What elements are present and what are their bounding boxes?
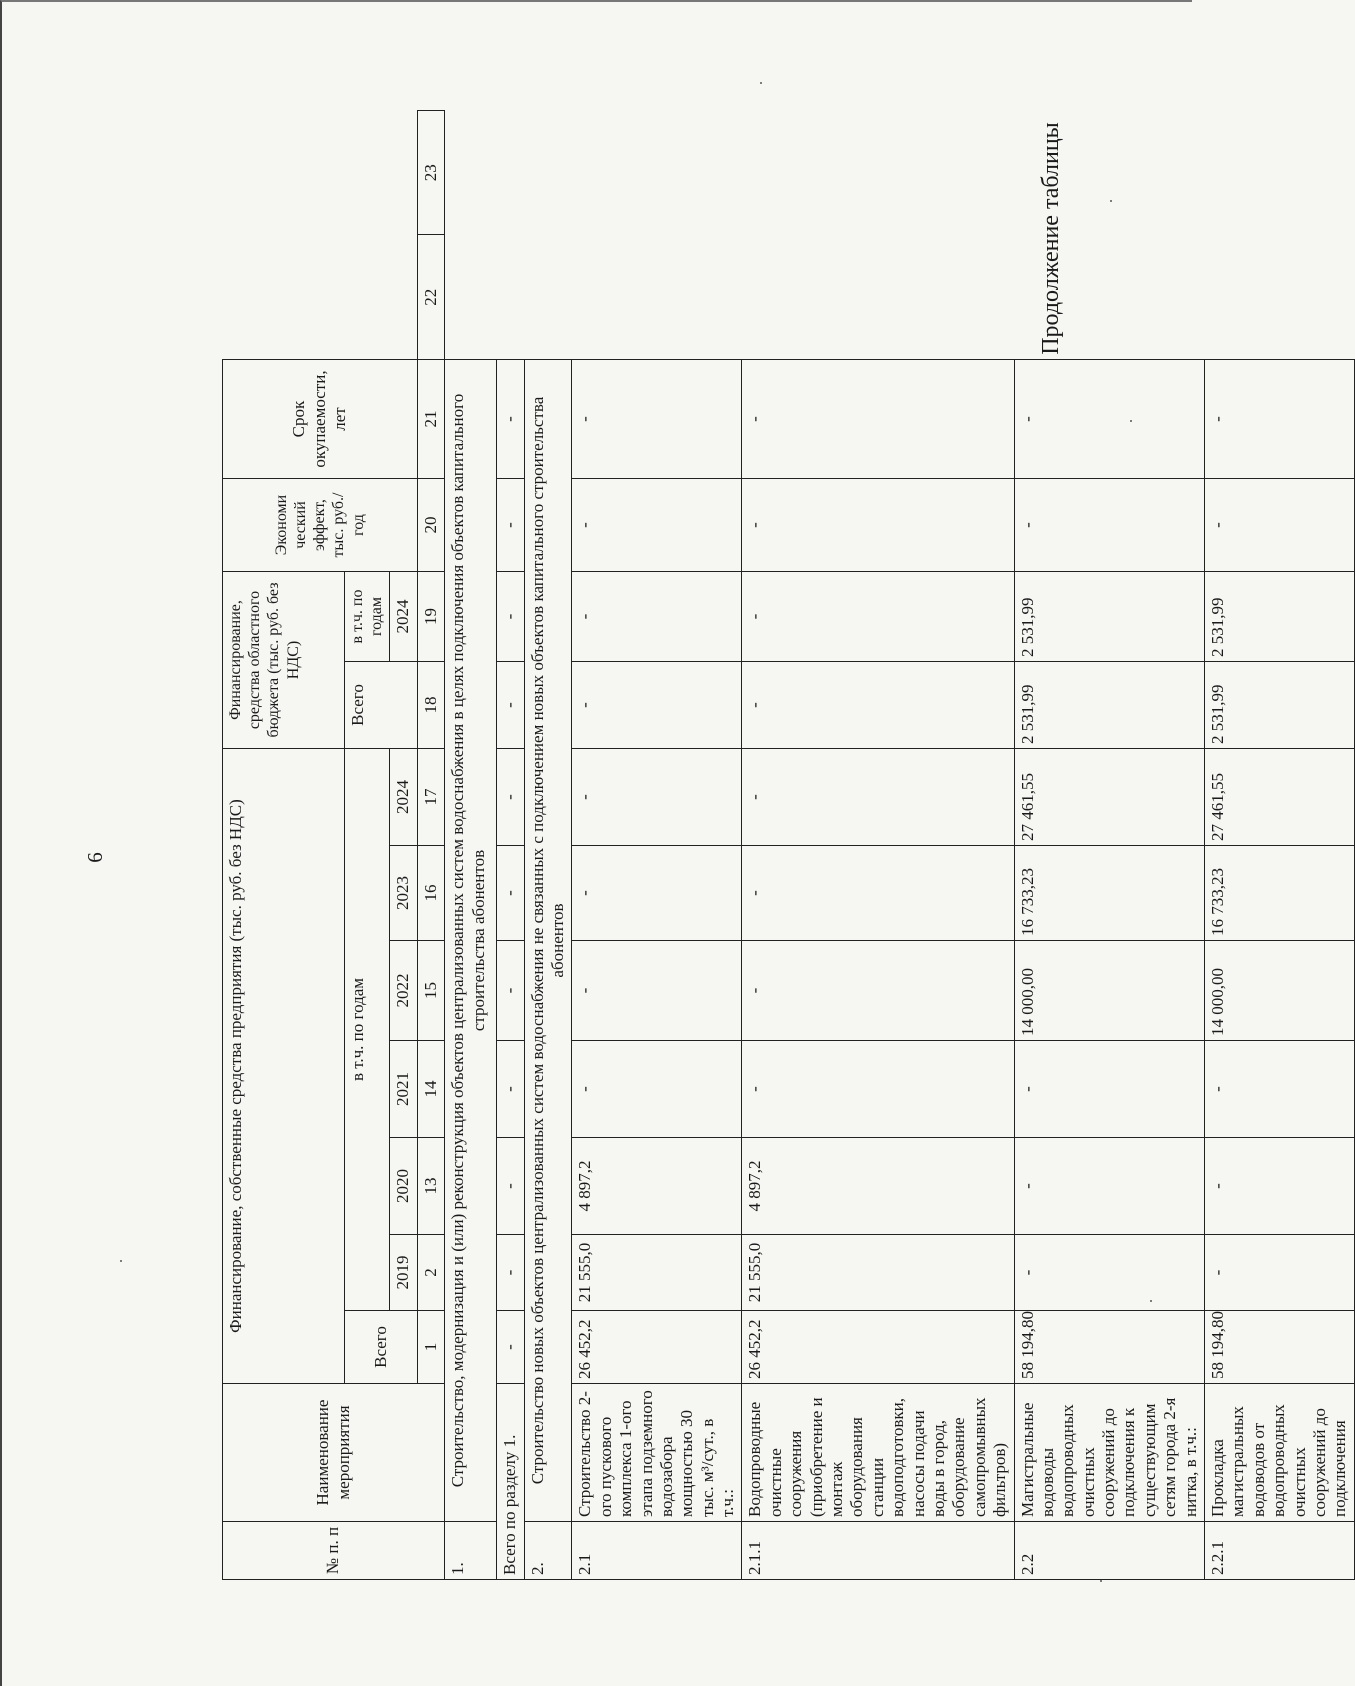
scan-speck <box>1100 1580 1102 1582</box>
cell-value: - <box>497 1041 524 1138</box>
header-year: 2021 <box>390 1041 417 1138</box>
header-regional: Финансирование, средства областного бюджета (тыс. руб. без НДС) <box>223 572 345 749</box>
col-number: 1 <box>417 1311 444 1384</box>
col-number: 2 <box>417 1235 444 1311</box>
cell-value: - <box>497 662 524 749</box>
col-number: 16 <box>417 846 444 941</box>
cell-value: - <box>1014 360 1205 479</box>
header-regional-year: 2024 <box>390 572 417 662</box>
col-number: 19 <box>417 572 444 662</box>
cell-value: 2 531,99 <box>1014 572 1205 662</box>
cell-value: - <box>742 479 1014 572</box>
header-year: 2024 <box>390 749 417 846</box>
cell-value: 27 461,55 <box>1205 749 1355 846</box>
section-number: 2. <box>524 1522 572 1580</box>
header-year: 2019 <box>390 1235 417 1311</box>
header-own-funds: Финансирование, собственные средства предприятия (тыс. руб. без НДС) <box>223 749 345 1384</box>
section-number: 1. <box>445 1522 497 1580</box>
row-number: 2.1.1 <box>742 1522 1014 1580</box>
cell-value: - <box>1205 360 1355 479</box>
cell-value: - <box>742 941 1014 1041</box>
cell-value: - <box>497 941 524 1041</box>
cell-value: 58 194,80 <box>1205 1311 1355 1384</box>
cell-value: - <box>1205 479 1355 572</box>
col-number: 18 <box>417 662 444 749</box>
section-total-label: Всего по разделу 1. <box>497 1384 524 1580</box>
cell-value: - <box>572 1041 742 1138</box>
column-number-row <box>417 111 444 1580</box>
cell-value: - <box>1014 1138 1205 1235</box>
cell-value: - <box>572 479 742 572</box>
col-number: 21 <box>417 360 444 479</box>
header-regional-total: Всего <box>345 662 418 749</box>
scan-speck <box>120 1260 122 1262</box>
cell-value: - <box>1205 1041 1355 1138</box>
cell-value: - <box>497 1235 524 1311</box>
cell-value: 14 000,00 <box>1205 941 1355 1041</box>
cell-value: - <box>1014 1235 1205 1311</box>
scan-speck <box>760 82 762 84</box>
table-row <box>1014 111 1205 1580</box>
cell-value: 2 531,99 <box>1014 662 1205 749</box>
cell-value: - <box>497 1138 524 1235</box>
section-title: Строительство новых объектов централизованных систем водоснабжения не связанных с подключением новых объектов капитального строительства абонентов <box>524 360 572 1522</box>
cell-value: 21 555,0 <box>742 1235 1014 1311</box>
cell-value: - <box>572 360 742 479</box>
header-no: № п. п <box>223 1522 445 1580</box>
cell-value: - <box>742 749 1014 846</box>
section-1-row <box>445 111 497 1580</box>
section-1-total-row <box>497 111 524 1580</box>
row-number: 2.1 <box>572 1522 742 1580</box>
row-name: Прокладка магистральных водоводов от водопроводных очистных сооружений до подключения <box>1205 1384 1355 1522</box>
header-year: 2023 <box>390 846 417 941</box>
cell-value: 16 733,23 <box>1014 846 1205 941</box>
cell-value: - <box>742 360 1014 479</box>
header-year: 2022 <box>390 941 417 1041</box>
cell-value: - <box>497 846 524 941</box>
header-total: Всего <box>345 1311 418 1384</box>
continuation-caption: Продолжение таблицы <box>1037 122 1064 355</box>
cell-value: 26 452,2 <box>742 1311 1014 1384</box>
cell-value: - <box>742 662 1014 749</box>
cell-value: 14 000,00 <box>1014 941 1205 1041</box>
cell-value: - <box>1205 1235 1355 1311</box>
cell-value: 27 461,55 <box>1014 749 1205 846</box>
cell-value: 4 897,2 <box>742 1138 1014 1235</box>
rotated-table-sheet <box>222 110 1350 1580</box>
col-number: 14 <box>417 1041 444 1138</box>
cell-value: 21 555,0 <box>572 1235 742 1311</box>
col-number: 22 <box>417 235 444 360</box>
cell-value: - <box>742 572 1014 662</box>
header-payback: Срок окупаемости, лет <box>223 360 418 479</box>
cell-value: - <box>572 941 742 1041</box>
row-number: 2.2 <box>1014 1522 1205 1580</box>
col-number: 15 <box>417 941 444 1041</box>
col-number: 13 <box>417 1138 444 1235</box>
cell-value: - <box>572 572 742 662</box>
cell-value: - <box>1014 479 1205 572</box>
cell-value: - <box>497 479 524 572</box>
cell-value: 26 452,2 <box>572 1311 742 1384</box>
header-row-1 <box>223 111 345 1580</box>
table-row <box>572 111 742 1580</box>
page-number: 6 <box>82 852 107 863</box>
investment-table <box>222 110 1355 1580</box>
header-row-2 <box>345 111 390 1580</box>
header-name: Наименование мероприятия <box>223 1384 445 1522</box>
cell-value: 2 531,99 <box>1205 572 1355 662</box>
cell-value: 4 897,2 <box>572 1138 742 1235</box>
cell-value: - <box>572 749 742 846</box>
section-title: Строительство, модернизация и (или) реконструкция объектов централизованных систем водоснабжения в целях подключения объектов капитального строительства абонентов <box>445 360 497 1522</box>
header-effect: Экономи ческий эффект, тыс. руб./год <box>223 479 418 572</box>
cell-value: - <box>742 1041 1014 1138</box>
col-number: 20 <box>417 479 444 572</box>
col-number: 23 <box>417 111 444 236</box>
cell-value: - <box>742 846 1014 941</box>
cell-value: - <box>497 749 524 846</box>
cell-value: - <box>572 846 742 941</box>
cell-value: - <box>1205 1138 1355 1235</box>
cell-value: - <box>497 1311 524 1384</box>
cell-value: - <box>497 360 524 479</box>
cell-value: 58 194,80 <box>1014 1311 1205 1384</box>
row-name: Водопроводные очистные сооружения (приобретение и монтаж оборудования станции водоподготовки, насосы подачи воды в город, оборудование самопромывных фильтров) <box>742 1384 1014 1522</box>
row-name: Строительство 2-ого пускового комплекса 1-ого этапа подземного водозабора мощностью 30 тыс. м³/сут., в т.ч.: <box>572 1384 742 1522</box>
header-regional-by-years: в т.ч. по годам <box>345 572 390 662</box>
col-number: 17 <box>417 749 444 846</box>
table-row <box>1205 111 1355 1580</box>
header-year: 2020 <box>390 1138 417 1235</box>
cell-value: 16 733,23 <box>1205 846 1355 941</box>
row-name: Магистральные водоводы водопроводных очистных сооружений до подключения к существующим сетям города 2-я нитка, в т.ч.: <box>1014 1384 1205 1522</box>
cell-value: 2 531,99 <box>1205 662 1355 749</box>
table-row <box>742 111 1014 1580</box>
cell-value: - <box>1014 1041 1205 1138</box>
row-number: 2.2.1 <box>1205 1522 1355 1580</box>
header-by-years: в т.ч. по годам <box>345 749 390 1311</box>
section-2-row <box>524 111 572 1580</box>
cell-value: - <box>497 572 524 662</box>
cell-value: - <box>572 662 742 749</box>
